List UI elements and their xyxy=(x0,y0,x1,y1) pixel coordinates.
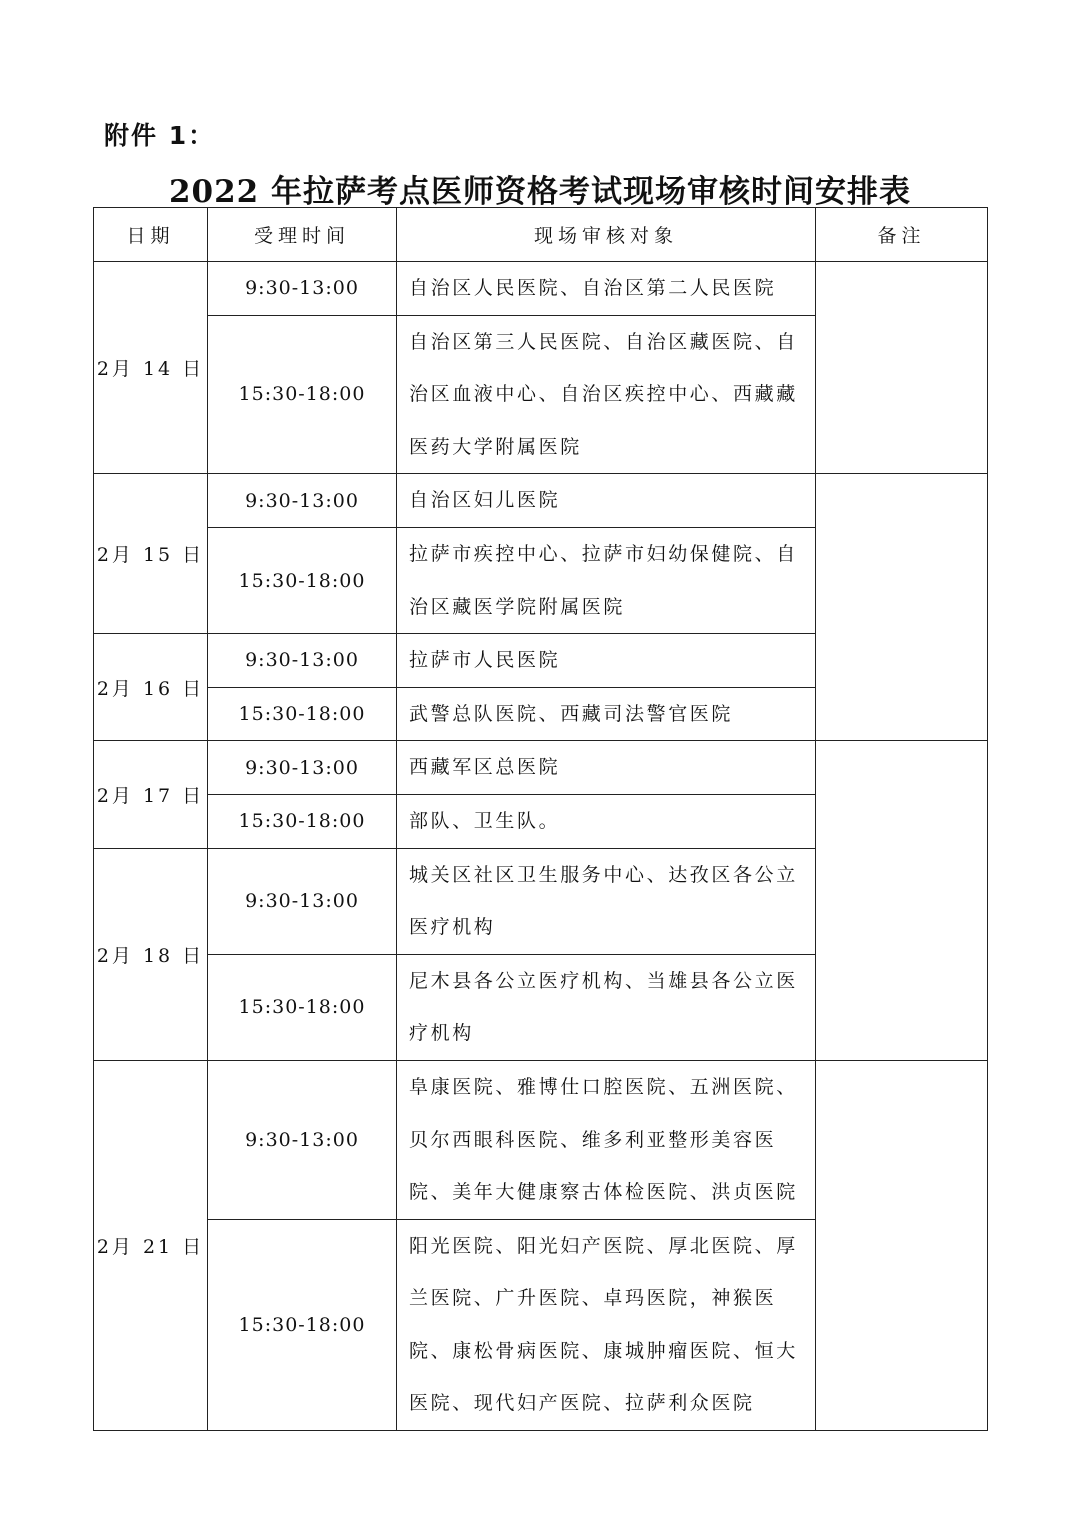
table-row xyxy=(94,1060,988,1219)
target-cell: 尼木县各公立医疗机构、当雄县各公立医疗机构 xyxy=(397,954,816,1060)
schedule-table xyxy=(93,207,988,1431)
target-cell: 城关区社区卫生服务中心、达孜区各公立医疗机构 xyxy=(397,848,816,954)
header-time: 受理时间 xyxy=(208,208,397,262)
header-target: 现场审核对象 xyxy=(397,208,816,262)
time-cell: 15:30-18:00 xyxy=(208,315,397,474)
target-cell: 自治区人民医院、自治区第二人民医院 xyxy=(397,262,816,316)
target-cell: 西藏军区总医院 xyxy=(397,741,816,795)
target-cell: 部队、卫生队。 xyxy=(397,794,816,848)
remark-cell xyxy=(816,741,988,1061)
time-cell: 9:30-13:00 xyxy=(208,634,397,688)
date-cell: 2月 18 日 xyxy=(94,848,208,1060)
target-cell: 武警总队医院、西藏司法警官医院 xyxy=(397,687,816,741)
attachment-label: 附件 1： xyxy=(104,121,216,150)
time-cell: 9:30-13:00 xyxy=(208,848,397,954)
target-cell: 自治区妇儿医院 xyxy=(397,474,816,528)
time-cell: 9:30-13:00 xyxy=(208,474,397,528)
header-remark: 备注 xyxy=(816,208,988,262)
time-cell: 15:30-18:00 xyxy=(208,687,397,741)
target-cell: 拉萨市疾控中心、拉萨市妇幼保健院、自治区藏医学院附属医院 xyxy=(397,527,816,633)
time-cell: 15:30-18:00 xyxy=(208,527,397,633)
table-row xyxy=(94,741,988,795)
time-cell: 15:30-18:00 xyxy=(208,794,397,848)
date-cell: 2月 21 日 xyxy=(94,1060,208,1430)
header-date: 日期 xyxy=(94,208,208,262)
remark-cell xyxy=(816,474,988,741)
table-header-row xyxy=(94,208,988,262)
table-row xyxy=(94,262,988,316)
date-cell: 2月 16 日 xyxy=(94,634,208,741)
table-row xyxy=(94,474,988,528)
target-cell: 拉萨市人民医院 xyxy=(397,634,816,688)
date-cell: 2月 14 日 xyxy=(94,262,208,474)
time-cell: 9:30-13:00 xyxy=(208,741,397,795)
target-cell: 阜康医院、雅博仕口腔医院、五洲医院、贝尔西眼科医院、维多利亚整形美容医院、美年大健康察古体检医院、洪贞医院 xyxy=(397,1060,816,1219)
page-title: 2022 年拉萨考点医师资格考试现场审核时间安排表 xyxy=(168,174,912,210)
date-cell: 2月 15 日 xyxy=(94,474,208,634)
time-cell: 9:30-13:00 xyxy=(208,262,397,316)
remark-cell xyxy=(816,1060,988,1430)
remark-cell xyxy=(816,262,988,474)
time-cell: 15:30-18:00 xyxy=(208,954,397,1060)
date-cell: 2月 17 日 xyxy=(94,741,208,848)
target-cell: 阳光医院、阳光妇产医院、厚北医院、厚兰医院、广升医院、卓玛医院，神猴医院、康松骨病医院、康城肿瘤医院、恒大医院、现代妇产医院、拉萨利众医院 xyxy=(397,1219,816,1430)
time-cell: 9:30-13:00 xyxy=(208,1060,397,1219)
time-cell: 15:30-18:00 xyxy=(208,1219,397,1430)
target-cell: 自治区第三人民医院、自治区藏医院、自治区血液中心、自治区疾控中心、西藏藏医药大学附属医院 xyxy=(397,315,816,474)
